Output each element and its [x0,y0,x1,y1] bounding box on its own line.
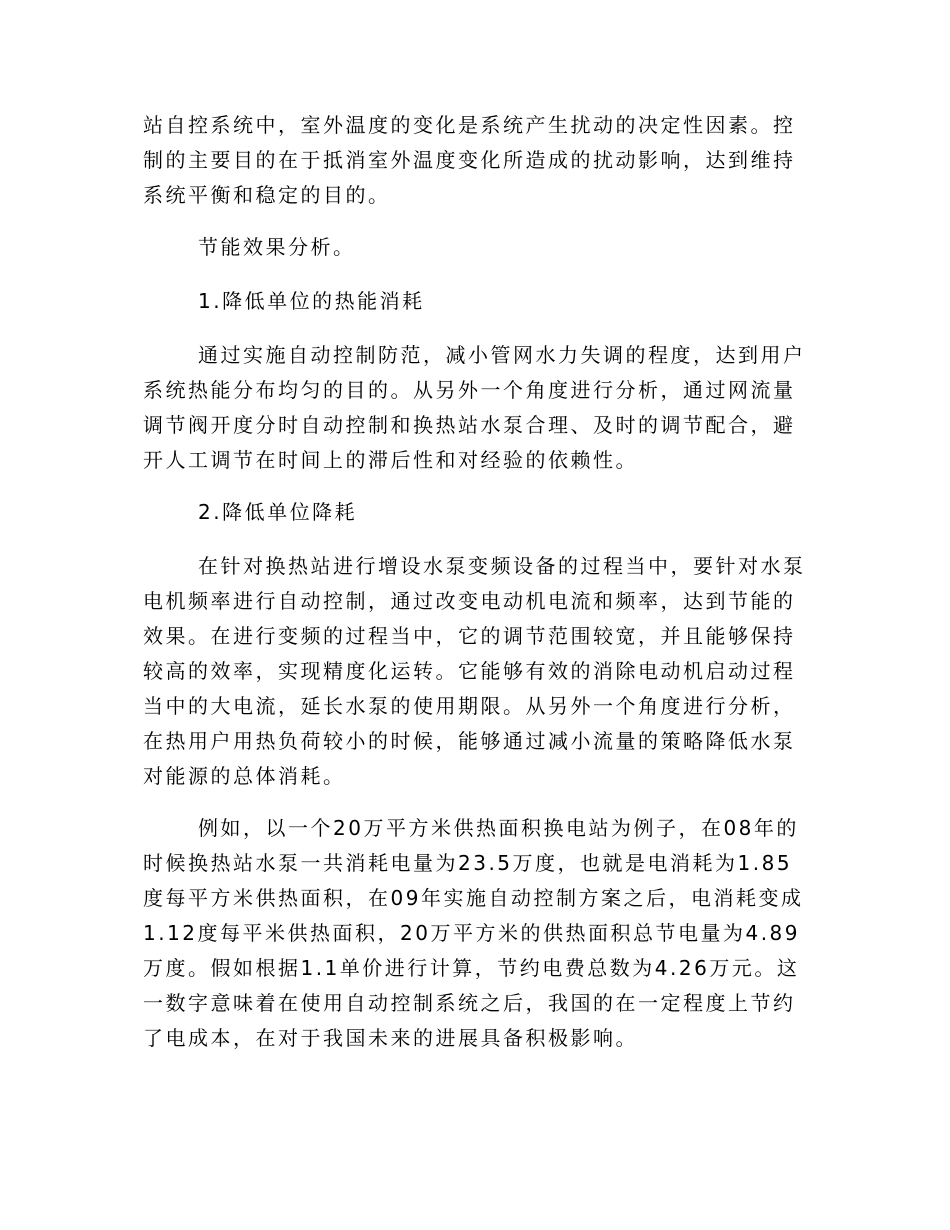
paragraph-3: 例如，以一个20万平方米供热面积换电站为例子，在08年的时候换热站水泵一共消耗电量为23.5万度，也就是电消耗为1.85度每平方米供热面积，在09年实施自动控制方案之后，电消耗变成1.12度每平米供热面积，20万平方米的供热面积总节电量为4.89万度。假如根据1.1单价进行计算，节约电费总数为4.26万元。这一数字意味着在使用自动控制系统之后，我国的在一定程度上节约了电成本，在对于我国未来的进展具备积极影响。 [143,816,804,1050]
intro-paragraph: 站自控系统中，室外温度的变化是系统产生扰动的决定性因素。控制的主要目的在于抵消室外温度变化所造成的扰动影响，达到维持系统平衡和稳定的目的。 [143,113,796,207]
paragraph-1: 通过实施自动控制防范，减小管网水力失调的程度，达到用户系统热能分布均匀的目的。从另外一个角度进行分析，通过网流量调节阀开度分时自动控制和换热站水泵合理、及时的调节配合，避开人工调节在时间上的滞后性和对经验的依赖性。 [143,343,806,472]
document-body [143,108,813,1073]
subheading-1: 1.降低单位的热能消耗 [198,289,425,313]
subheading-2: 2.降低单位降耗 [198,500,358,524]
paragraph-2: 在针对换热站进行增设水泵变频设备的过程当中，要针对水泵电机频率进行自动控制，通过改变电动机电流和频率，达到节能的效果。在进行变频的过程当中，它的调节范围较宽，并且能够保持较高的效率，实现精度化运转。它能够有效的消除电动机启动过程当中的大电流，延长水泵的使用期限。从另外一个角度进行分析，在热用户用热负荷较小的时候，能够通过减小流量的策略降低水泵对能源的总体消耗。 [143,554,806,788]
section-heading: 节能效果分析。 [198,235,356,259]
